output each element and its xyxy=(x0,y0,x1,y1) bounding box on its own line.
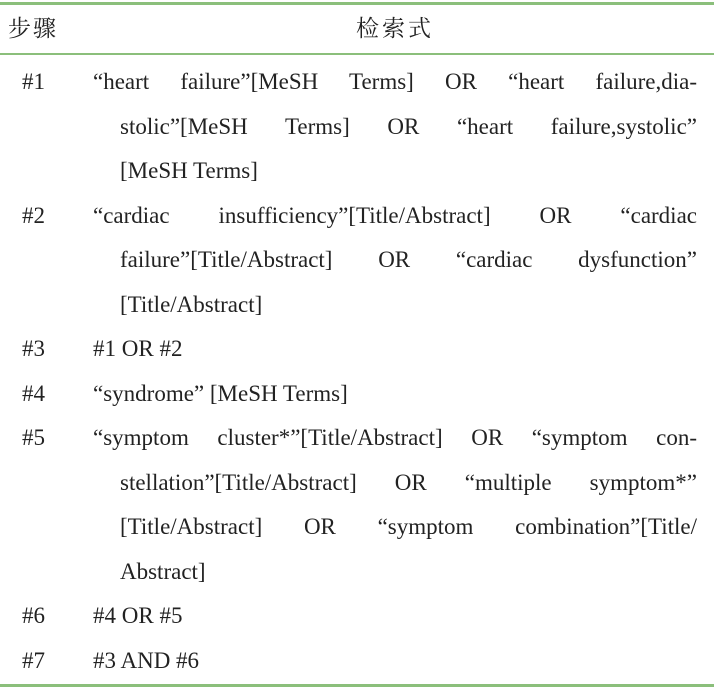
table-row xyxy=(0,372,714,417)
step-number: #6 xyxy=(22,603,45,628)
step-number: #2 xyxy=(22,202,45,228)
query-line: #3 AND #6 xyxy=(93,647,200,673)
table-row xyxy=(0,60,714,194)
query-line: “cardiac insufficiency”[Title/Abstract] OR “cardiac xyxy=(93,202,697,228)
query-line: [Title/Abstract] OR “symptom combination”[Title/ xyxy=(120,514,697,539)
query-line: #1 OR #2 xyxy=(93,336,183,361)
query-line: [MeSH Terms] xyxy=(120,158,258,183)
step-number: #5 xyxy=(22,425,45,450)
query-line: Abstract] xyxy=(120,558,206,584)
step-number: #3 xyxy=(22,336,45,361)
query-line: “syndrome” [MeSH Terms] xyxy=(93,380,348,406)
query-line: stolic”[MeSH Terms] OR “heart failure,systolic” xyxy=(120,113,697,139)
table-row xyxy=(0,416,714,594)
table-bottom-rule xyxy=(0,684,714,687)
query-line: #4 OR #5 xyxy=(93,603,183,628)
table-top-rule xyxy=(0,2,714,5)
query-line: stellation”[Title/Abstract] OR “multiple symptom*” xyxy=(120,469,697,495)
table-header-rule xyxy=(0,53,714,55)
step-number: #1 xyxy=(22,69,45,94)
header-query: 检索式 xyxy=(356,16,434,41)
table-row xyxy=(0,594,714,639)
table-row xyxy=(0,194,714,328)
query-line: failure”[Title/Abstract] OR “cardiac dysfunction” xyxy=(120,247,697,272)
table-row xyxy=(0,327,714,372)
query-line: “symptom cluster*”[Title/Abstract] OR “symptom con- xyxy=(93,425,697,450)
query-line: “heart failure”[MeSH Terms] OR “heart failure,dia- xyxy=(93,69,697,94)
table-row xyxy=(0,639,714,684)
header-step: 步骤 xyxy=(8,16,58,41)
query-line: [Title/Abstract] xyxy=(120,291,263,317)
table-body xyxy=(0,60,714,683)
step-number: #4 xyxy=(22,380,45,406)
step-number: #7 xyxy=(22,647,45,673)
